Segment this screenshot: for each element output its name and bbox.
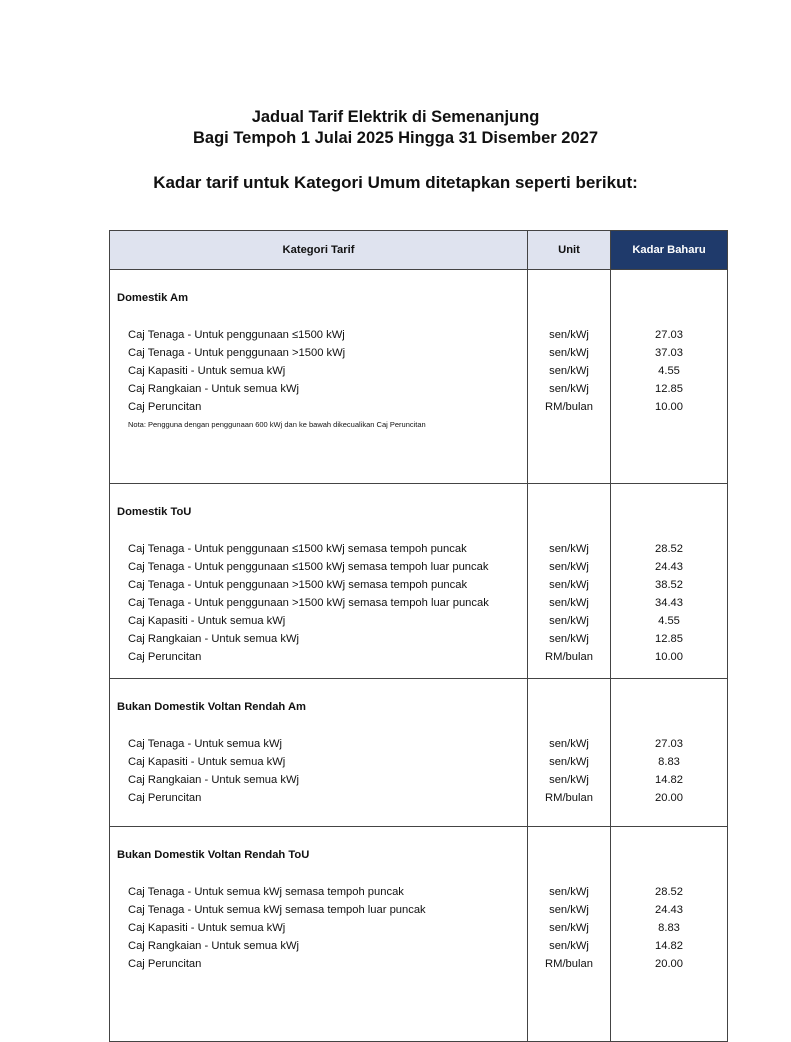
- row-rate: 20.00: [655, 792, 683, 804]
- section-note: Nota: Pengguna dengan penggunaan 600 kWj dan ke bawah dikecualikan Caj Peruncitan: [128, 420, 426, 429]
- row-rate: 4.55: [658, 615, 680, 627]
- row-description: Caj Tenaga - Untuk penggunaan >1500 kWj: [128, 347, 346, 359]
- row-unit: sen/kWj: [549, 579, 589, 591]
- table-body: [110, 270, 728, 1042]
- row-description: Caj Tenaga - Untuk penggunaan >1500 kWj semasa tempoh luar puncak: [128, 597, 489, 609]
- row-unit: sen/kWj: [549, 615, 589, 627]
- row-unit: sen/kWj: [549, 940, 589, 952]
- row-rate: 14.82: [655, 774, 683, 786]
- row-unit: sen/kWj: [549, 329, 589, 341]
- row-description: Caj Tenaga - Untuk penggunaan >1500 kWj semasa tempoh puncak: [128, 579, 468, 591]
- row-description: Caj Tenaga - Untuk penggunaan ≤1500 kWj semasa tempoh puncak: [128, 543, 467, 555]
- column-header-category: Kategori Tarif: [110, 231, 528, 270]
- row-description: Caj Tenaga - Untuk semua kWj semasa tempoh luar puncak: [128, 904, 426, 916]
- section-rate-cell: [611, 679, 728, 827]
- section-category-cell: [110, 270, 528, 484]
- section-title: Domestik ToU: [117, 506, 192, 518]
- row-rate: 37.03: [655, 347, 683, 359]
- document-subtitle: Kadar tarif untuk Kategori Umum ditetapkan seperti berikut:: [153, 173, 638, 192]
- row-unit: sen/kWj: [549, 543, 589, 555]
- row-unit: sen/kWj: [549, 597, 589, 609]
- row-rate: 38.52: [655, 579, 683, 591]
- row-unit: sen/kWj: [549, 904, 589, 916]
- section-unit-cell: [528, 827, 611, 1042]
- row-rate: 24.43: [655, 904, 683, 916]
- tariff-table: [109, 230, 728, 1042]
- row-description: Caj Tenaga - Untuk penggunaan ≤1500 kWj semasa tempoh luar puncak: [128, 561, 489, 573]
- section-rate-cell: [611, 270, 728, 484]
- row-unit: sen/kWj: [549, 365, 589, 377]
- row-description: Caj Tenaga - Untuk penggunaan ≤1500 kWj: [128, 329, 345, 341]
- row-unit: sen/kWj: [549, 383, 589, 395]
- column-header-unit: Unit: [528, 231, 611, 270]
- row-description: Caj Tenaga - Untuk semua kWj semasa tempoh puncak: [128, 886, 404, 898]
- row-unit: sen/kWj: [549, 738, 589, 750]
- section-rate-cell: [611, 484, 728, 679]
- row-description: Caj Kapasiti - Untuk semua kWj: [128, 756, 286, 768]
- section-category-cell: [110, 679, 528, 827]
- row-unit: sen/kWj: [549, 347, 589, 359]
- row-description: Caj Rangkaian - Untuk semua kWj: [128, 633, 299, 645]
- row-rate: 28.52: [655, 543, 683, 555]
- row-rate: 8.83: [658, 756, 680, 768]
- row-description: Caj Peruncitan: [128, 401, 202, 413]
- row-unit: sen/kWj: [549, 561, 589, 573]
- row-description: Caj Kapasiti - Untuk semua kWj: [128, 365, 286, 377]
- column-header-new-rate: Kadar Baharu: [611, 231, 728, 270]
- row-description: Caj Rangkaian - Untuk semua kWj: [128, 774, 299, 786]
- table-section: [110, 679, 728, 827]
- row-rate: 10.00: [655, 651, 683, 663]
- row-rate: 20.00: [655, 958, 683, 970]
- title-line-2: Bagi Tempoh 1 Julai 2025 Hingga 31 Disember 2027: [192, 129, 599, 147]
- row-rate: 12.85: [655, 633, 683, 645]
- row-description: Caj Peruncitan: [128, 958, 202, 970]
- section-unit-cell: [528, 679, 611, 827]
- section-category-cell: [110, 484, 528, 679]
- row-rate: 10.00: [655, 401, 683, 413]
- table-header-row: [110, 231, 728, 270]
- row-description: Caj Peruncitan: [128, 651, 202, 663]
- row-rate: 24.43: [655, 561, 683, 573]
- row-rate: 12.85: [655, 383, 683, 395]
- row-unit: sen/kWj: [549, 633, 589, 645]
- row-description: Caj Rangkaian - Untuk semua kWj: [128, 940, 299, 952]
- table-section: [110, 827, 728, 1042]
- section-title: Bukan Domestik Voltan Rendah ToU: [117, 849, 310, 861]
- table-section: [110, 270, 728, 484]
- row-description: Caj Tenaga - Untuk semua kWj: [128, 738, 282, 750]
- section-rate-cell: [611, 827, 728, 1042]
- row-unit: sen/kWj: [549, 774, 589, 786]
- row-rate: 28.52: [655, 886, 683, 898]
- section-title: Domestik Am: [117, 292, 189, 304]
- row-description: Caj Kapasiti - Untuk semua kWj: [128, 922, 286, 934]
- row-rate: 34.43: [655, 597, 683, 609]
- row-unit: sen/kWj: [549, 756, 589, 768]
- section-unit-cell: [528, 270, 611, 484]
- row-unit: sen/kWj: [549, 922, 589, 934]
- section-unit-cell: [528, 484, 611, 679]
- title-line-1: Jadual Tarif Elektrik di Semenanjung: [251, 108, 540, 126]
- section-category-cell: [110, 827, 528, 1042]
- row-unit: sen/kWj: [549, 886, 589, 898]
- row-unit: RM/bulan: [545, 792, 593, 804]
- section-title: Bukan Domestik Voltan Rendah Am: [117, 701, 306, 713]
- row-rate: 27.03: [655, 738, 683, 750]
- row-unit: RM/bulan: [545, 958, 593, 970]
- row-rate: 4.55: [658, 365, 680, 377]
- row-rate: 27.03: [655, 329, 683, 341]
- row-rate: 8.83: [658, 922, 680, 934]
- row-rate: 14.82: [655, 940, 683, 952]
- row-description: Caj Peruncitan: [128, 792, 202, 804]
- table-section: [110, 484, 728, 679]
- row-description: Caj Rangkaian - Untuk semua kWj: [128, 383, 299, 395]
- row-description: Caj Kapasiti - Untuk semua kWj: [128, 615, 286, 627]
- document-title: [0, 107, 791, 149]
- row-unit: RM/bulan: [545, 401, 593, 413]
- row-unit: RM/bulan: [545, 651, 593, 663]
